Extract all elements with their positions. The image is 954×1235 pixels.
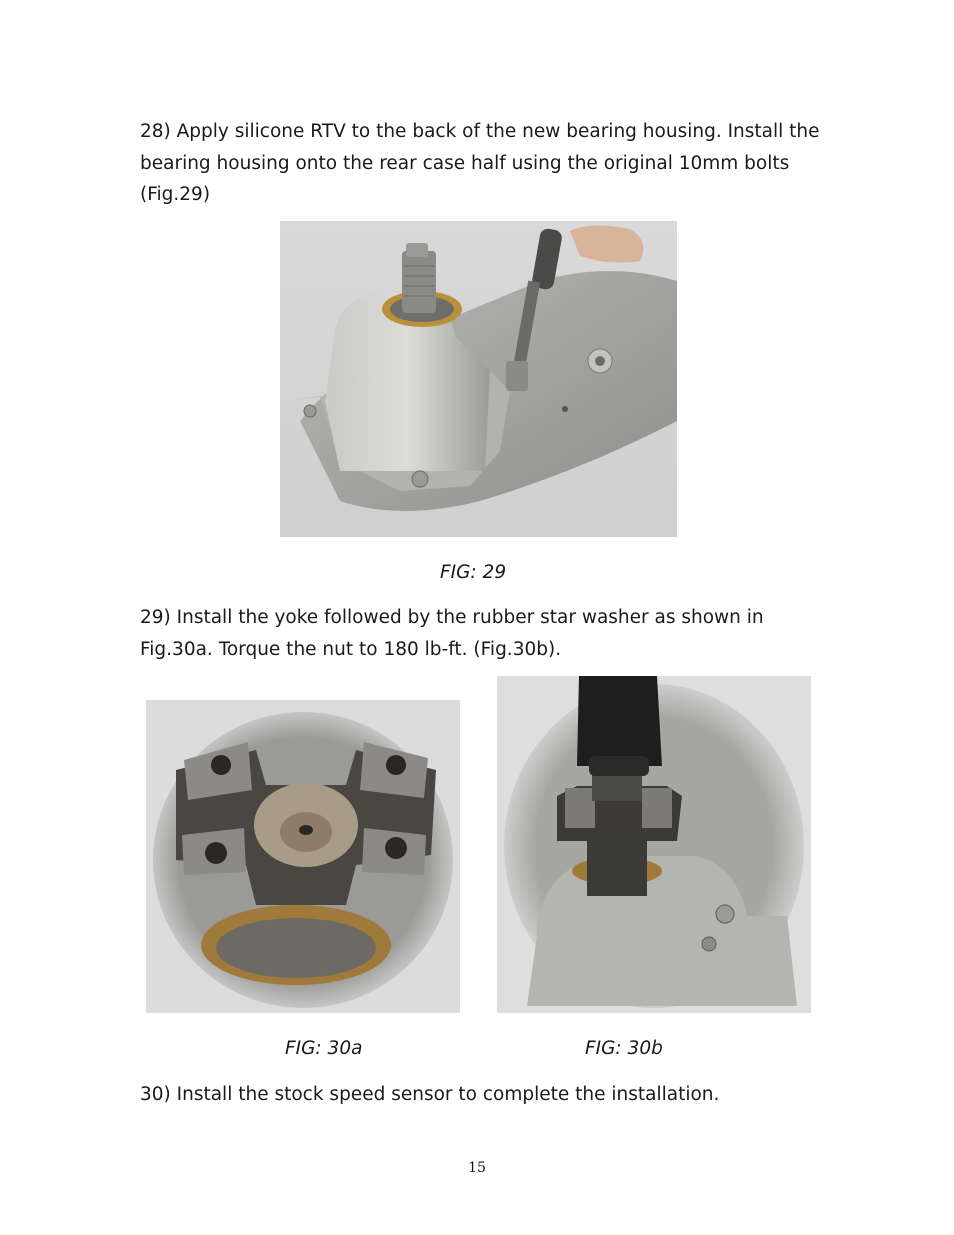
page-number: 15 (468, 1160, 486, 1176)
step-28-text: 28) Apply silicone RTV to the back of the new bearing housing. Install the bearing housing onto the rear case half using the original 10mm bolts (Fig.29) (140, 121, 820, 205)
step-29-text: 29) Install the yoke followed by the rubber star washer as shown in Fig.30a. Torque the nut to 180 lb-ft. (Fig.30b). (140, 607, 764, 660)
figure-30b-caption: FIG: 30b (585, 1038, 663, 1059)
step-30-text: 30) Install the stock speed sensor to complete the installation. (140, 1084, 720, 1105)
figure-30a-caption: FIG: 30a (285, 1038, 363, 1059)
figure-29-photo (280, 221, 677, 537)
figure-30a-photo (146, 700, 460, 1013)
figure-30b-photo (497, 676, 811, 1013)
figure-29-caption: FIG: 29 (440, 562, 507, 583)
